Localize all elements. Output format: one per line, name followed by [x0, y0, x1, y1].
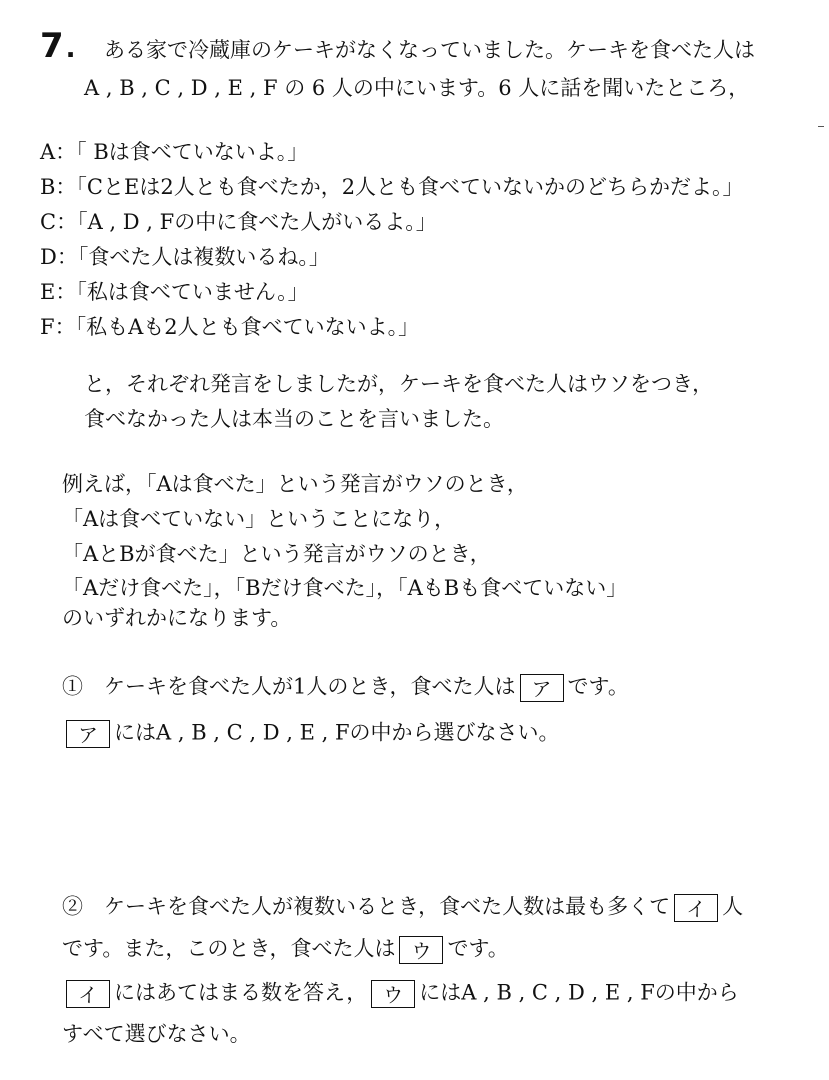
example-line-4: 「Aだけ食べた」，「Bだけ食べた」，「AもBも食べていない」: [62, 576, 628, 600]
part2-unit: 人: [722, 894, 744, 919]
part2-instruction-2: にはA , B , C , D , E , Fの中から: [419, 980, 739, 1005]
part1-suffix: です。: [567, 674, 629, 699]
part1-instruction: にはA , B , C , D , E , Fの中から選びなさい。: [114, 720, 560, 745]
statement-f: F：「私もAも2人とも食べていないよ。」: [40, 315, 420, 339]
part1-prompt: ① ケーキを食べた人が1人のとき，食べた人は: [62, 674, 516, 699]
question-number-digit: 7: [40, 26, 66, 66]
margin-mark: [818, 126, 824, 127]
example-line-3: 「AとBが食べた」という発言がウソのとき，: [62, 542, 491, 566]
statement-e: E：「私は食べていません。」: [40, 280, 309, 304]
question-number-dot: .: [65, 34, 78, 64]
part2-suffix: です。: [447, 936, 509, 961]
part2-line-1: [62, 894, 743, 922]
answer-box-i[interactable]: イ: [674, 894, 718, 922]
condition-line-2: 食べなかった人は本当のことを言いました。: [84, 407, 504, 431]
answer-box-i-ref: イ: [66, 980, 110, 1008]
part2-instruction-1: にはあてはまる数を答え，: [114, 980, 368, 1005]
intro-line-1: ある家で冷蔵庫のケーキがなくなっていました。ケーキを食べた人は: [104, 38, 755, 62]
part1-line-1: [62, 674, 629, 702]
statement-c: C：「A , D , Fの中に食べた人がいるよ。」: [40, 210, 437, 234]
answer-box-u[interactable]: ウ: [399, 936, 443, 964]
example-line-1: 例えば，「Aは食べた」という発言がウソのとき，: [62, 472, 528, 496]
part1-line-2: [66, 720, 560, 748]
part2-line-2: [62, 936, 509, 964]
answer-box-a[interactable]: ア: [520, 674, 564, 702]
question-number: [40, 26, 78, 67]
intro-line-2: A , B , C , D , E , F の 6 人の中にいます。6 人に話を聞いたところ，: [84, 76, 750, 100]
example-line-2: 「Aは食べていない」ということになり，: [62, 507, 456, 531]
part2-prompt: ② ケーキを食べた人が複数いるとき，食べた人数は最も多くて: [62, 894, 671, 919]
part2-line-4: すべて選びなさい。: [62, 1022, 251, 1046]
part2-line-3: [66, 980, 739, 1008]
statement-a: A：「 Bは食べていないよ。」: [40, 140, 309, 164]
part2-prompt-2: です。また，このとき，食べた人は: [62, 936, 396, 961]
condition-line-1: と，それぞれ発言をしましたが，ケーキを食べた人はウソをつき，: [84, 372, 714, 396]
answer-box-a-ref: ア: [66, 720, 110, 748]
statement-d: D：「食べた人は複数いるね。」: [40, 245, 330, 269]
example-line-5: のいずれかになります。: [62, 606, 292, 630]
answer-box-u-ref: ウ: [371, 980, 415, 1008]
statement-b: B：「CとEは2人とも食べたか，2人とも食べていないかのどちらかだよ。」: [40, 175, 744, 199]
